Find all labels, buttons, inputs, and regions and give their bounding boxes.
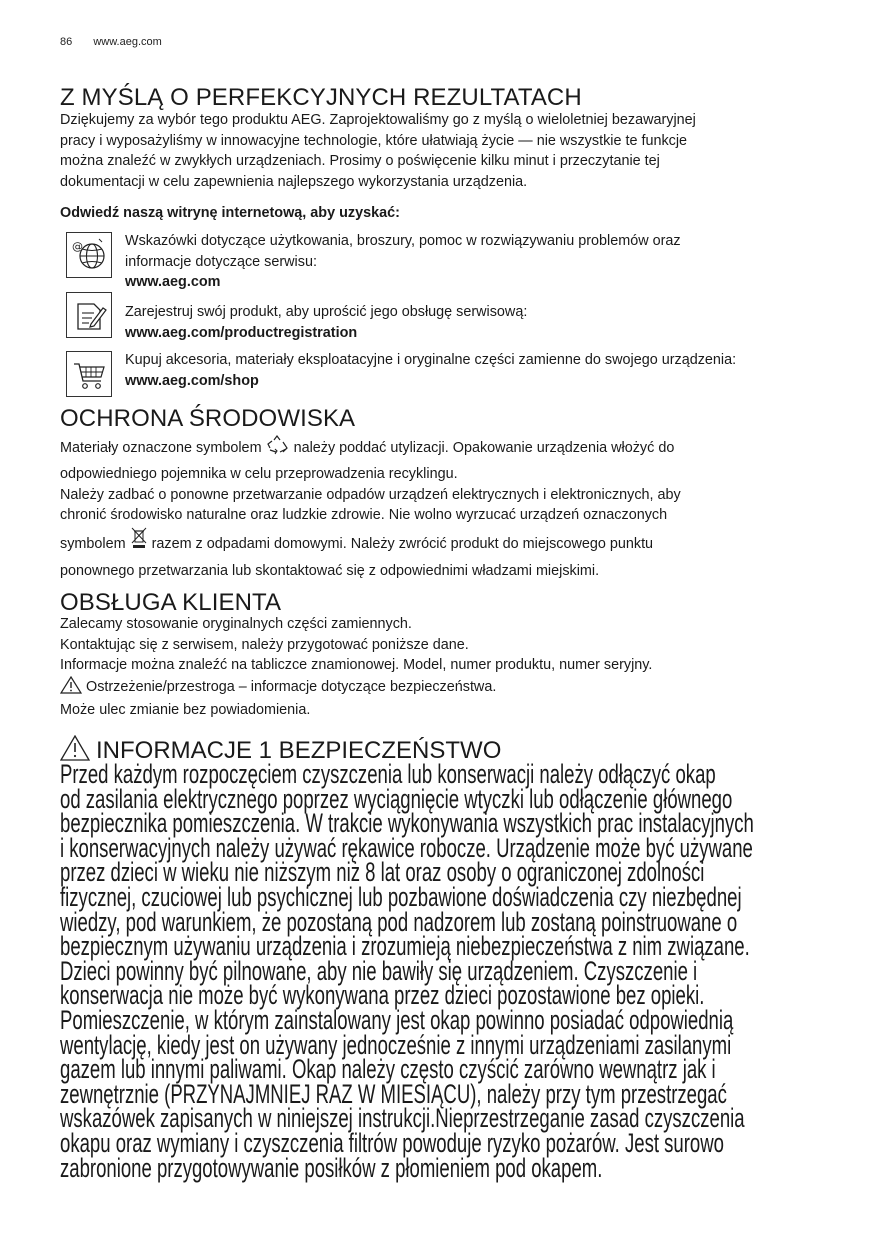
customer-service-paragraph	[60, 614, 830, 721]
safety-line: Pomieszczenie, w którym zainstalowany jest okap powinno posiadać odpowiednią	[60, 1004, 734, 1035]
recycling-icon	[266, 434, 290, 464]
web-item-text	[125, 231, 681, 293]
page-header	[60, 36, 162, 48]
visit-website-label: Odwiedź naszą witrynę internetową, aby uzyskać:	[60, 205, 400, 221]
link-shop[interactable]: www.aeg.com/shop	[125, 372, 259, 389]
safety-line: wskazówek zapisanych w niniejszej instrukcji.Nieprzestrzeganie zasad czyszczenia	[60, 1103, 745, 1134]
env-text: razem z odpadami domowymi. Należy zwrócić produkt do miejscowego punktu	[151, 535, 654, 552]
intro-line: Dziękujemy za wybór tego produktu AEG. Zaprojektowaliśmy go z myślą o wieloletniej bezawaryjnej	[60, 112, 696, 128]
shopping-cart-icon	[66, 351, 112, 397]
env-line: chronić środowisko naturalne oraz ludzkie zdrowie. Nie wolno wyrzucać urządzeń oznaczonych	[60, 507, 668, 523]
safety-line: przez dzieci w wieku nie niższym niż 8 lat oraz osoby o ograniczonej zdolności	[60, 857, 705, 888]
link-product-registration[interactable]: www.aeg.com/productregistration	[125, 324, 358, 341]
cs-warning-line	[60, 676, 830, 701]
env-line: odpowiedniego pojemnika w celu przeprowadzenia recyklingu.	[60, 466, 458, 482]
env-line-1	[60, 434, 830, 464]
safety-line: i konserwacyjnych należy używać rękawice robocze. Urządzenie może być używane	[60, 832, 753, 863]
env-line: Należy zadbać o ponowne przetwarzanie odpadów urządzeń elektrycznych i elektronicznych, aby	[60, 486, 681, 503]
warning-icon	[60, 676, 82, 701]
safety-line: okapu oraz wymiany i czyszczenia filtrów powoduje ryzyko pożarów. Jest surowo	[60, 1127, 724, 1158]
env-line: ponownego przetwarzania lub skontaktować się z odpowiednimi władzami miejskimi.	[60, 562, 600, 579]
header-site-link[interactable]: www.aeg.com	[93, 36, 162, 48]
warning-icon	[60, 735, 90, 761]
environment-title: OCHRONA ŚRODOWISKA	[60, 405, 356, 432]
safety-line: Dzieci powinny być pilnowane, aby nie bawiły się urządzeniem. Czyszczenie i	[60, 955, 698, 986]
intro-title: Z MYŚLĄ O PERFEKCYJNYCH REZULTATACH	[60, 84, 582, 111]
web-item-text	[125, 302, 527, 343]
registration-icon	[66, 292, 112, 338]
env-line-5	[60, 526, 830, 561]
safety-line: wiedzy, pod warunkiem, że pozostaną pod nadzorem lub zostaną poinstruowane o	[60, 906, 738, 937]
safety-line: Przed każdym rozpoczęciem czyszczenia lub konserwacji należy odłączyć okap	[60, 759, 716, 789]
cs-line: Zalecamy stosowanie oryginalnych części zamiennych.	[60, 616, 412, 632]
safety-line: od zasilania elektrycznego poprzez wyciągnięcie wtyczki lub odłączenie głównego	[60, 783, 733, 814]
cs-line: Informacje można znaleźć na tabliczce znamionowej. Model, numer produktu, numer seryjny.	[60, 657, 653, 673]
safety-line: fizycznej, czuciowej lub psychicznej lub pozbawione doświadczenia czy niezbędnej	[60, 881, 742, 912]
web-globe-icon	[66, 232, 112, 278]
web-item-line: Wskazówki dotyczące użytkowania, broszury, pomoc w rozwiązywaniu problemów oraz	[125, 233, 681, 249]
web-item-line: informacje dotyczące serwisu:	[125, 253, 317, 270]
page-number: 86	[60, 36, 73, 48]
environment-paragraph	[60, 434, 830, 581]
safety-line: bezpiecznym używaniu urządzenia i zrozumieją niebezpieczeństwa z nim związane.	[60, 931, 750, 962]
intro-line: można znaleźć w zwykłych urządzeniach. Prosimy o poświęcenie kilku minut i przeczytanie tej	[60, 153, 660, 169]
safety-line: bezpiecznika pomieszczenia. W trakcie wykonywania wszystkich prac instalacyjnych	[60, 808, 754, 839]
svg-text:@: @	[72, 240, 83, 253]
safety-line: zewnętrznie (PRZYNAJMNIEJ RAZ W MIESIĄCU), należy przy tym przestrzegać	[60, 1078, 727, 1109]
customer-service-title: OBSŁUGA KLIENTA	[60, 589, 282, 616]
link-aeg[interactable]: www.aeg.com	[125, 274, 221, 290]
web-item-line: Zarejestruj swój produkt, aby uprościć jego obsługę serwisową:	[125, 304, 528, 320]
safety-line: gazem lub innymi paliwami. Okap należy często czyścić zarówno wewnątrz jak i	[60, 1054, 716, 1085]
safety-line: wentylację, kiedy jest on używany jednocześnie z innymi urządzeniami zasilanymi	[60, 1029, 732, 1060]
web-item-text	[125, 350, 736, 391]
warning-text: Ostrzeżenie/przestroga – informacje dotyczące bezpieczeństwa.	[86, 678, 497, 695]
safety-title-text: INFORMACJE 1 BEZPIECZEŃSTWO	[96, 737, 502, 764]
env-text: Materiały oznaczone symbolem	[60, 440, 262, 456]
cs-line: Kontaktując się z serwisem, należy przygotować poniższe dane.	[60, 636, 469, 653]
web-item-line: Kupuj akcesoria, materiały eksploatacyjne i oryginalne części zamienne do swojego urządzenia:	[125, 352, 737, 368]
intro-line: dokumentacji w celu zapewnienia najlepszego wykorzystania urządzenia.	[60, 173, 528, 190]
safety-paragraph	[60, 759, 823, 1183]
crossed-bin-icon	[130, 526, 148, 561]
safety-line: zabronione przygotowywanie posiłków z płomieniem pod okapem.	[60, 1152, 603, 1183]
env-text: należy poddać utylizacji. Opakowanie urządzenia włożyć do	[293, 440, 675, 456]
intro-paragraph	[60, 110, 830, 192]
env-text: symbolem	[60, 535, 126, 552]
safety-line: konserwacja nie może być wykonywana przez dzieci pozostawione bez opieki.	[60, 980, 705, 1011]
intro-line: pracy i wyposażyliśmy w innowacyjne technologie, które ułatwiają życie — nie wszystkie te funkcje	[60, 132, 688, 149]
cs-line: Może ulec zmianie bez powiadomienia.	[60, 702, 311, 718]
